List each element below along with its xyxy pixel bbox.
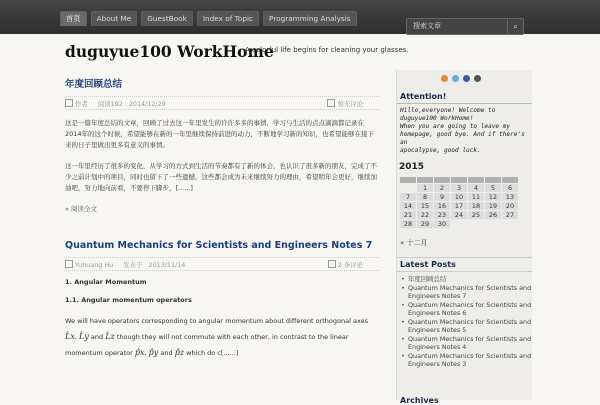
calendar-day[interactable]: 29 <box>417 220 433 228</box>
latest-post-item[interactable]: • Quantum Mechanics for Scientists and Engineers Notes 7 <box>400 284 532 300</box>
math-operator: p̂z <box>174 348 185 357</box>
post-date: 2014/12/29 <box>128 100 166 108</box>
post-article <box>65 76 379 213</box>
post-title[interactable]: Quantum Mechanics for Scientists and Engineers Notes 7 <box>65 240 373 251</box>
post-author[interactable]: Yuhuang Hu <box>75 261 114 269</box>
calendar-day <box>400 184 416 192</box>
post-meta <box>65 257 379 271</box>
search-button[interactable] <box>507 19 523 34</box>
nav-programming-analysis[interactable]: Programming Analysis <box>263 11 357 26</box>
calendar-day[interactable]: 17 <box>451 202 467 210</box>
calendar-day[interactable]: 22 <box>417 211 433 219</box>
calendar-day <box>451 220 467 228</box>
sidebar <box>396 70 532 405</box>
calendar-day[interactable]: 5 <box>485 184 501 192</box>
calendar-day[interactable]: 4 <box>468 184 484 192</box>
calendar-day[interactable]: 25 <box>468 211 484 219</box>
math-operator: L̂y <box>78 332 89 341</box>
calendar-day[interactable]: 18 <box>468 202 484 210</box>
calendar <box>399 176 519 229</box>
archives-title: Archives <box>400 396 439 405</box>
calendar-day[interactable]: 30 <box>434 220 450 228</box>
math-operator: p̂x <box>134 348 145 357</box>
post-author[interactable]: 作者 <box>75 100 88 108</box>
calendar-day[interactable]: 13 <box>502 193 518 201</box>
search-input[interactable] <box>410 20 508 31</box>
calendar-day[interactable]: 28 <box>400 220 416 228</box>
twitter-icon[interactable] <box>452 75 459 82</box>
post-comments[interactable]: 暂无评论 <box>337 100 363 108</box>
nav-guestbook[interactable]: GuestBook <box>141 11 193 26</box>
calendar-day[interactable]: 26 <box>485 211 501 219</box>
read-more-link[interactable]: » 阅读全文 <box>65 205 98 213</box>
math-operator: p̂y <box>148 348 159 357</box>
latest-post-item[interactable]: • 年度回顾总结 <box>400 275 532 283</box>
calendar-day[interactable]: 16 <box>434 202 450 210</box>
comment-icon <box>327 99 335 107</box>
attention-text: Hillo,everyone! Welcome to duguyue100 WorkHome! When you are going to leave my homepage, good bye. And if there's an apocalypse, good luck. <box>400 107 525 154</box>
post-excerpt <box>65 277 379 361</box>
calendar-day[interactable]: 3 <box>451 184 467 192</box>
author-icon <box>65 260 73 268</box>
calendar-day[interactable]: 24 <box>451 211 467 219</box>
section-heading: 1. Angular Momentum <box>65 278 147 286</box>
math-operator: L̂z <box>105 332 115 341</box>
calendar-day[interactable]: 19 <box>485 202 501 210</box>
calendar-day[interactable]: 21 <box>400 211 416 219</box>
comment-icon <box>328 260 336 268</box>
social-links <box>441 75 481 82</box>
site-tagline: A colorful life begins for cleaning your glasses. <box>245 46 409 54</box>
attention-title: Attention! <box>397 92 532 104</box>
calendar-day[interactable]: 2 <box>434 184 450 192</box>
excerpt-paragraph: 这一年里经历了很多的变化，从学习的方式到生活的节奏都有了新的体会，也认识了很多新的朋友，完成了不少之前计划中的项目，同时也留下了一些遗憾，这些都会成为未来继续努力的理由，希望明年会更好，继续加油吧，努力地向前看，不要停下脚步，[......] <box>65 162 377 192</box>
calendar-day[interactable]: 11 <box>468 193 484 201</box>
post-title[interactable]: 年度回顾总结 <box>65 79 123 90</box>
latest-post-item[interactable]: • Quantum Mechanics for Scientists and Engineers Notes 6 <box>400 301 532 317</box>
calendar-day <box>485 220 501 228</box>
nav-about-me[interactable]: About Me <box>91 11 138 26</box>
calendar-day[interactable]: 27 <box>502 211 518 219</box>
calendar-day[interactable]: 8 <box>417 193 433 201</box>
post-meta <box>65 96 379 110</box>
top-navigation-bar <box>0 0 600 34</box>
calendar-day[interactable]: 14 <box>400 202 416 210</box>
post-excerpt <box>65 118 379 194</box>
calendar-day[interactable]: 10 <box>451 193 467 201</box>
post-date-label: 发表于 <box>123 261 143 269</box>
post-article <box>65 240 379 371</box>
search-box <box>406 18 524 35</box>
calendar-day[interactable]: 6 <box>502 184 518 192</box>
nav-home[interactable]: 首页 <box>60 11 87 26</box>
post-views: 阅读192 <box>97 100 123 108</box>
main-nav <box>60 11 357 26</box>
rss-icon[interactable] <box>441 75 448 82</box>
calendar-day <box>468 220 484 228</box>
excerpt-paragraph: 这是一篇年度总结的文章，回顾了过去这一年里发生的许许多多的事情，学习与生活的点点滴滴都记录在2014年的这个时候，希望能够在新的一年里继续保持前进的动力，不断地学习新的知识，也希望能够在接下来的日子里做出更多有意义的事情。 <box>65 119 375 149</box>
calendar-year: 2015 <box>399 162 425 172</box>
calendar-day[interactable]: 1 <box>417 184 433 192</box>
calendar-day[interactable]: 20 <box>502 202 518 210</box>
search-icon: ⌕ <box>513 22 518 31</box>
site-title[interactable]: duguyue100 WorkHome <box>65 42 274 61</box>
author-icon <box>65 99 73 107</box>
nav-index-of-topic[interactable]: Index of Topic <box>197 11 259 26</box>
math-operator: L̂x <box>65 332 75 341</box>
calendar-day[interactable]: 12 <box>485 193 501 201</box>
attention-widget <box>397 92 532 158</box>
facebook-icon[interactable] <box>463 75 470 82</box>
latest-posts-title: Latest Posts <box>397 257 532 272</box>
post-comments[interactable]: 2 条评论 <box>337 261 363 269</box>
calendar-prev-month[interactable]: « 十二月 <box>400 239 428 247</box>
calendar-day[interactable]: 15 <box>417 202 433 210</box>
subsection-heading: 1.1. Angular momentum operators <box>65 296 192 304</box>
latest-post-item[interactable]: • Quantum Mechanics for Scientists and Engineers Notes 4 <box>400 335 532 351</box>
calendar-day <box>502 220 518 228</box>
post-date: 2013/11/14 <box>148 261 186 269</box>
latest-posts-widget <box>397 257 532 369</box>
github-icon[interactable] <box>474 75 481 82</box>
latest-post-item[interactable]: • Quantum Mechanics for Scientists and Engineers Notes 5 <box>400 318 532 334</box>
calendar-day[interactable]: 7 <box>400 193 416 201</box>
latest-post-item[interactable]: • Quantum Mechanics for Scientists and Engineers Notes 3 <box>400 352 532 368</box>
calendar-day[interactable]: 9 <box>434 193 450 201</box>
excerpt-paragraph: We will have operators corresponding to angular momentum about different orthogonal axes L̂x, L̂y and L̂z though they will not commute with each other, in contrast to the linear momentum operator p̂x, p̂y and p̂z which do c[......] <box>65 317 368 357</box>
calendar-day[interactable]: 23 <box>434 211 450 219</box>
